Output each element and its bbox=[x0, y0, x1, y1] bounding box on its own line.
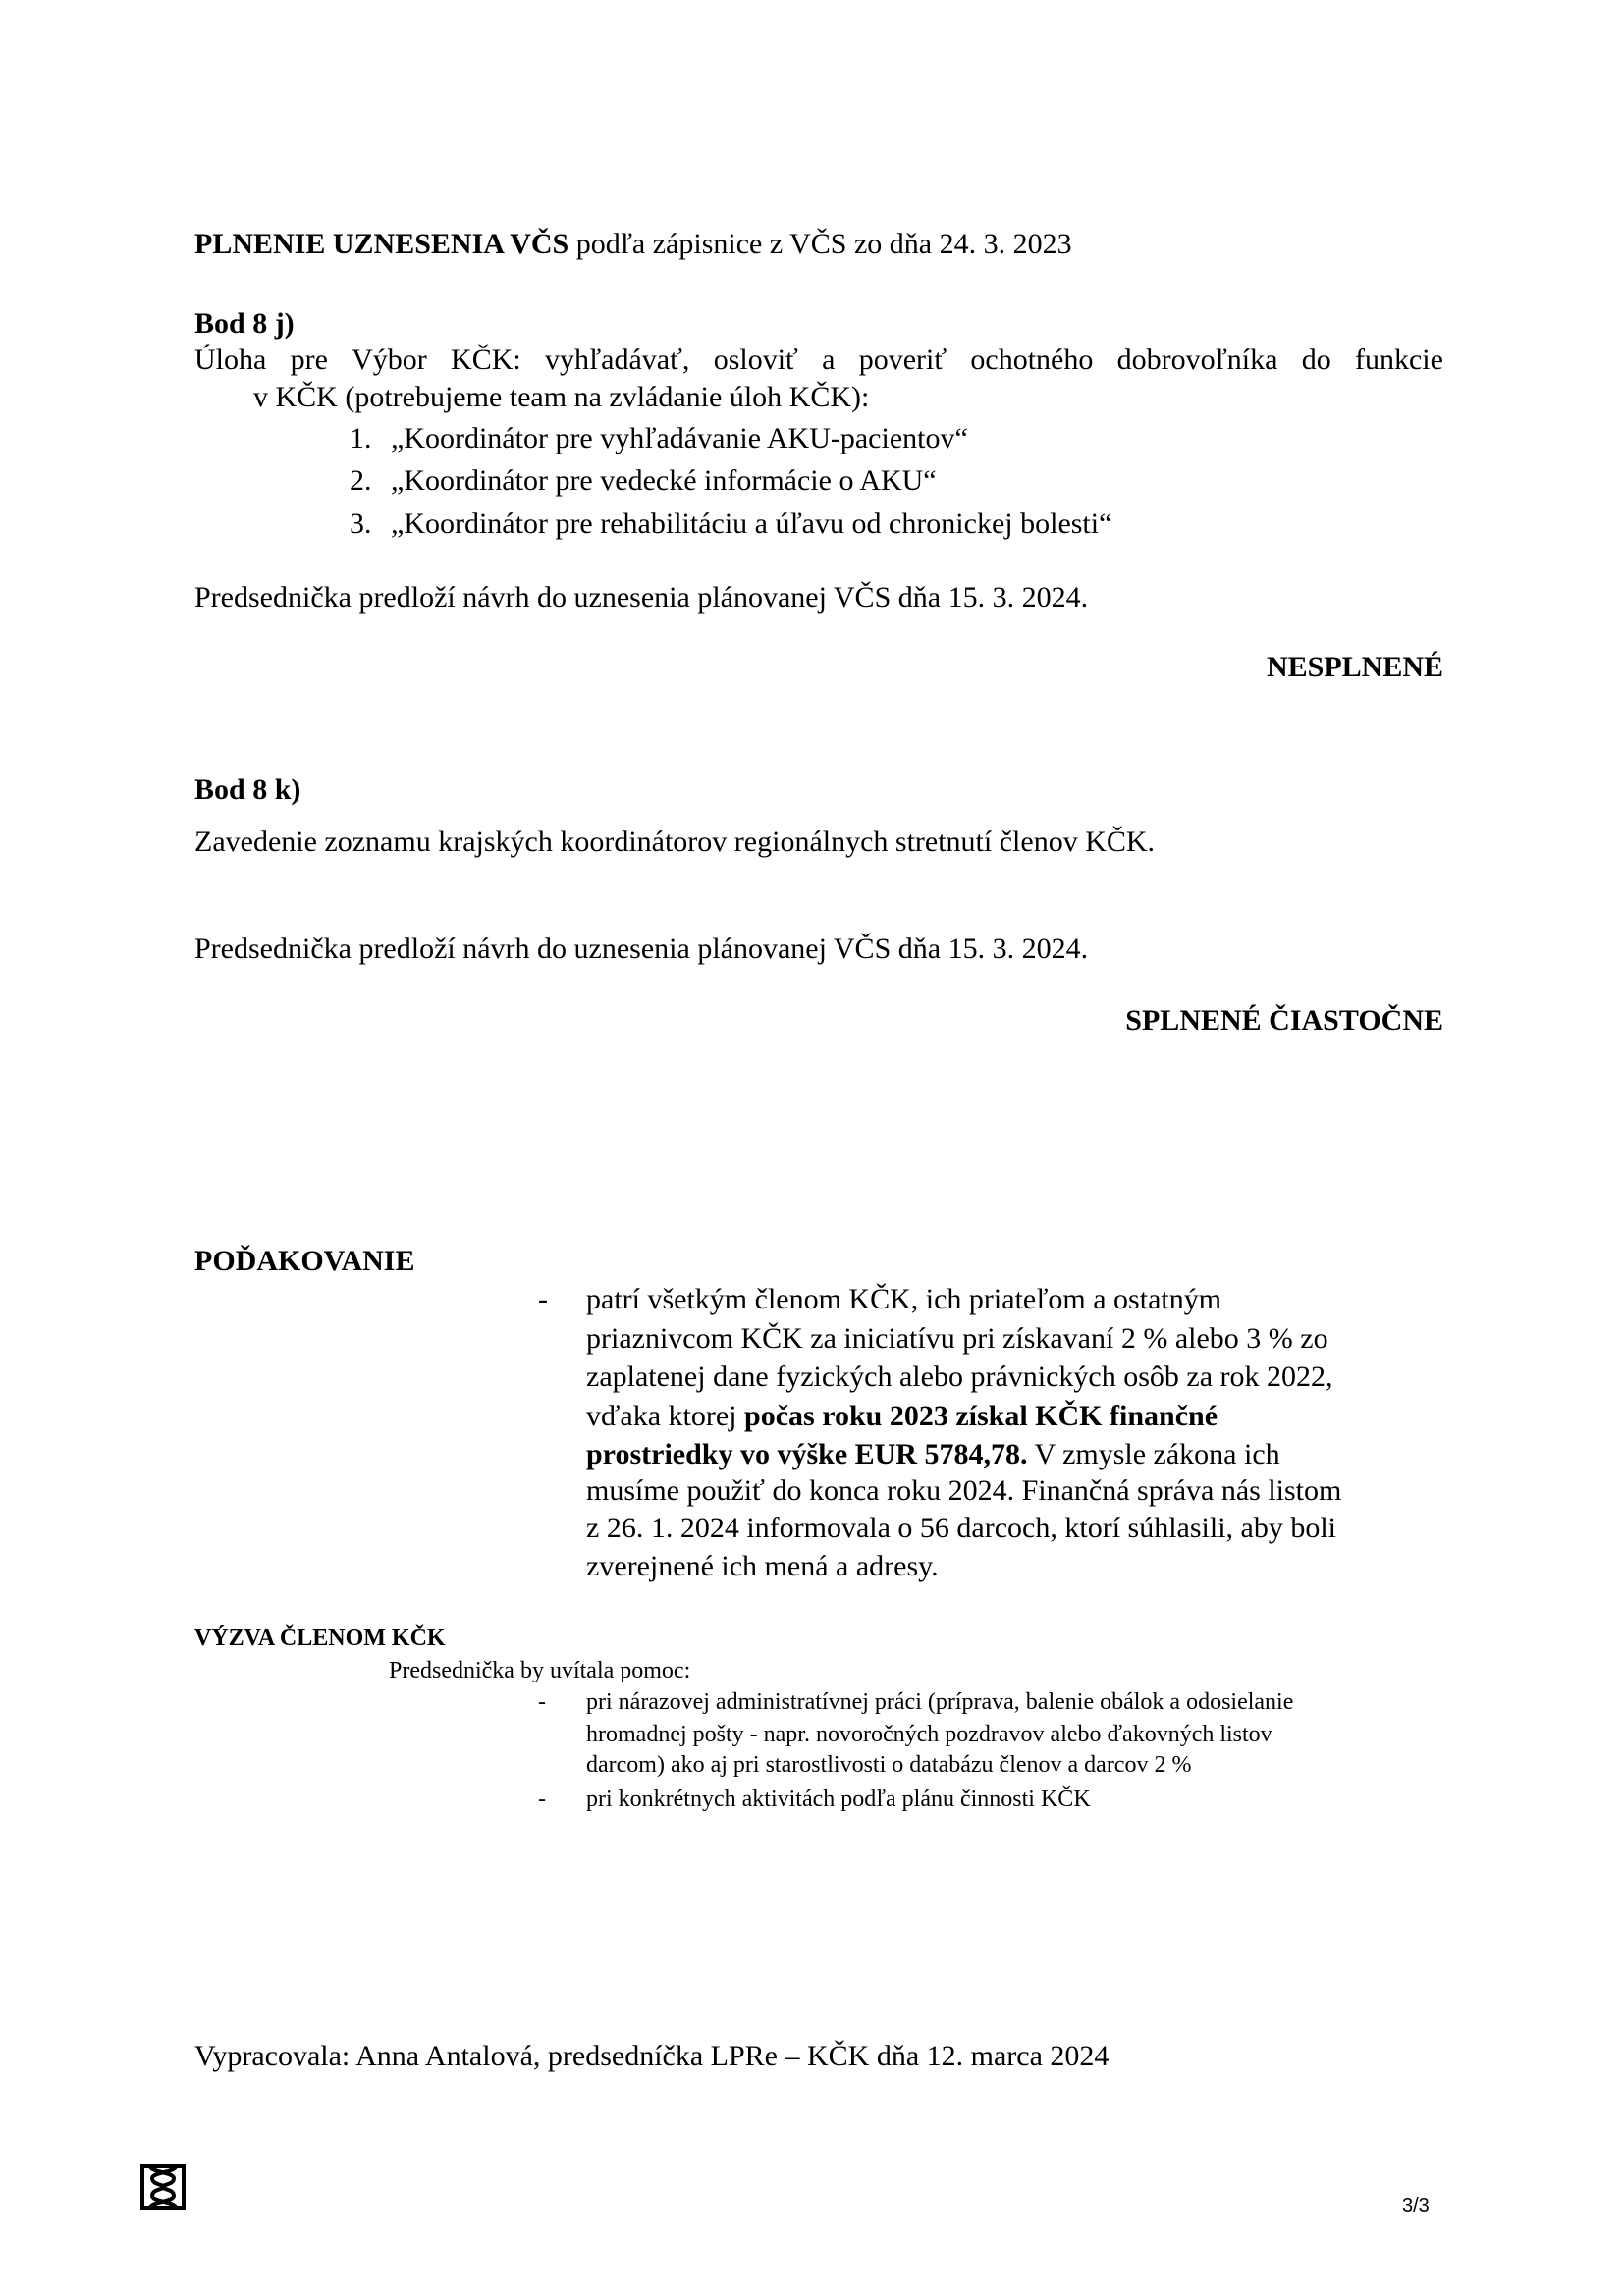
task-word: funkcie bbox=[1354, 344, 1443, 376]
thanks-text: vďaka ktorej bbox=[586, 1400, 745, 1432]
task-word: osloviť bbox=[713, 344, 798, 376]
role-item-text: „Koordinátor pre vyhľadávanie AKU-pacientov“ bbox=[391, 422, 968, 454]
appeal-bullet-line: pri nárazovej administratívnej práci (príprava, balenie obálok a odosielanie bbox=[586, 1689, 1294, 1715]
thanks-line bbox=[586, 1552, 939, 1581]
role-item-text: „Koordinátor pre rehabilitáciu a úľavu od chronickej bolesti“ bbox=[391, 507, 1112, 540]
thanks-line bbox=[586, 1476, 1341, 1506]
item-8k-status: SPLNENÉ ČIASTOČNE bbox=[1125, 1004, 1443, 1037]
task-word: dobrovoľníka bbox=[1116, 344, 1278, 376]
thanks-line bbox=[586, 1362, 1333, 1392]
task-word: Úloha bbox=[194, 344, 267, 376]
appeal-bullet-dash: - bbox=[538, 1787, 546, 1812]
appeal-heading: VÝZVA ČLENOM KČK bbox=[194, 1626, 446, 1651]
role-item-number: 3. bbox=[350, 507, 372, 540]
task-word: Výbor bbox=[352, 344, 427, 376]
item-8k-description: Zavedenie zoznamu krajských koordinátorov regionálnych stretnutí členov KČK. bbox=[194, 826, 1156, 858]
role-item-number: 2. bbox=[350, 464, 372, 497]
section-heading bbox=[194, 230, 1072, 259]
item-8j-task-line-2: v KČK (potrebujeme team na zvládanie úloh KČK): bbox=[253, 381, 870, 413]
thanks-line bbox=[586, 1514, 1336, 1543]
thanks-text: musíme použiť do konca roku 2024. Finančná správa nás listom bbox=[586, 1474, 1342, 1507]
task-word: KČK: bbox=[451, 344, 521, 376]
thanks-text: V zmysle zákona ich bbox=[1027, 1438, 1280, 1470]
thanks-line bbox=[586, 1285, 1221, 1314]
appeal-bullet-line: pri konkrétnych aktivitách podľa plánu činnosti KČK bbox=[586, 1787, 1091, 1812]
item-8j-task-line-1 bbox=[194, 346, 1443, 375]
task-word: poveriť bbox=[858, 344, 947, 376]
item-8k-note: Predsednička predloží návrh do uznesenia plánovanej VČS dňa 15. 3. 2024. bbox=[194, 933, 1089, 965]
item-8j-title: Bod 8 j) bbox=[194, 307, 295, 340]
prepared-by: Vypracovala: Anna Antalová, predsedníčka LPRe – KČK dňa 12. marca 2024 bbox=[194, 2040, 1110, 2072]
thanks-text-bold: počas roku 2023 získal KČK finančné bbox=[744, 1400, 1218, 1432]
item-8j-note: Predsednička predloží návrh do uznesenia plánovanej VČS dňa 15. 3. 2024. bbox=[194, 581, 1089, 614]
thanks-text-bold: prostriedky vo výške EUR 5784,78. bbox=[586, 1438, 1028, 1470]
thanks-line bbox=[586, 1324, 1328, 1354]
task-word: vyhľadávať, bbox=[544, 344, 690, 376]
task-word: do bbox=[1301, 344, 1331, 376]
appeal-bullet-dash: - bbox=[538, 1689, 546, 1715]
appeal-bullet-line: darcom) ako aj pri starostlivosti o databázu členov a darcov 2 % bbox=[586, 1752, 1192, 1778]
thanks-line bbox=[586, 1402, 1218, 1431]
role-item-text: „Koordinátor pre vedecké informácie o AKU“ bbox=[391, 464, 937, 497]
task-word: pre bbox=[290, 344, 328, 376]
thanks-text: zverejnené ich mená a adresy. bbox=[586, 1550, 939, 1582]
thanks-line bbox=[586, 1440, 1280, 1469]
thanks-text: patrí všetkým členom KČK, ich priateľom a ostatným bbox=[586, 1283, 1222, 1315]
task-word: a bbox=[822, 344, 836, 376]
page-number: 3/3 bbox=[1402, 2195, 1430, 2216]
thanks-heading: POĎAKOVANIE bbox=[194, 1245, 415, 1277]
thanks-text: priaznivcom KČK za iniciatívu pri získavaní 2 % alebo 3 % zo bbox=[586, 1322, 1328, 1355]
item-8k-title: Bod 8 k) bbox=[194, 774, 301, 806]
thanks-text: z 26. 1. 2024 informovala o 56 darcoch, ktorí súhlasili, aby boli bbox=[586, 1512, 1337, 1544]
section-heading-bold: PLNENIE UZNESENIA VČS bbox=[194, 228, 569, 260]
thanks-dash: - bbox=[538, 1283, 548, 1315]
role-item-number: 1. bbox=[350, 422, 372, 454]
item-8j-status: NESPLNENÉ bbox=[1266, 651, 1443, 683]
appeal-intro: Predsednička by uvítala pomoc: bbox=[389, 1658, 691, 1683]
thanks-text: zaplatenej dane fyzických alebo právnických osôb za rok 2022, bbox=[586, 1361, 1333, 1393]
section-heading-rest: podľa zápisnice z VČS zo dňa 24. 3. 2023 bbox=[568, 228, 1072, 260]
organization-logo-icon bbox=[138, 2163, 188, 2212]
appeal-bullet-line: hromadnej pošty - napr. novoročných pozdravov alebo ďakovných listov bbox=[586, 1722, 1272, 1747]
task-word: ochotného bbox=[970, 344, 1094, 376]
